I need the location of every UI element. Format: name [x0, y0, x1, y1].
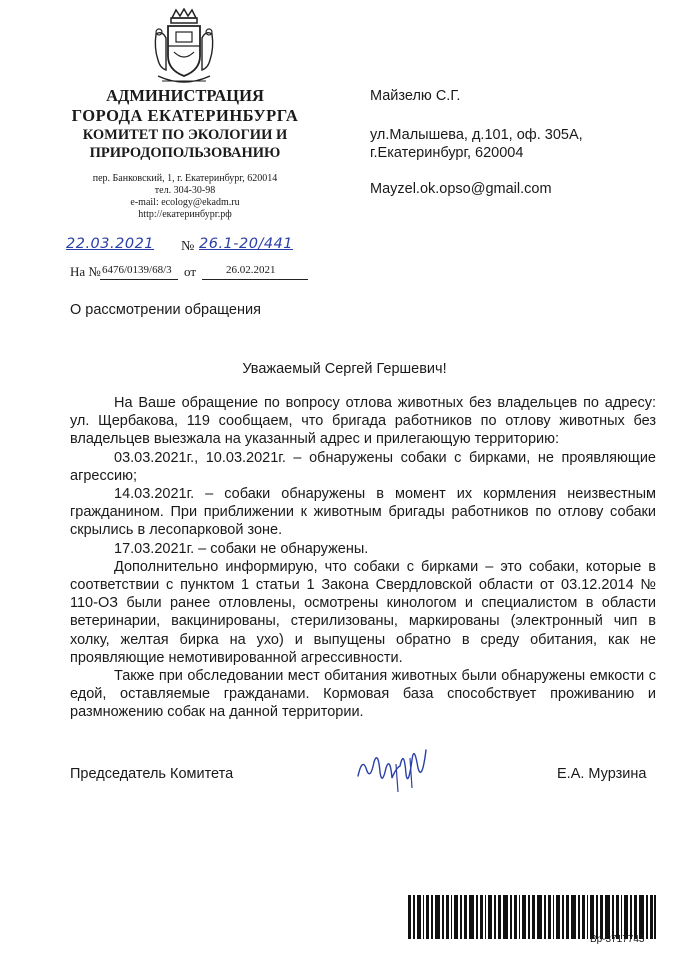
handwritten-signature [352, 738, 436, 794]
signatory-position: Председатель Комитета [70, 766, 234, 782]
in-reply-label: На № [70, 264, 101, 279]
registration-date: 22.03.2021 [66, 236, 155, 252]
letter-greeting: Уважаемый Сергей Гершевич! [242, 361, 447, 377]
sender-phone: тел. 304-30-98 [154, 185, 216, 196]
signatory-name: Е.А. Мурзина [557, 766, 647, 782]
in-reply-date: 26.02.2021 [226, 264, 276, 276]
committee-name-line1: КОМИТЕТ ПО ЭКОЛОГИИ И [82, 127, 288, 143]
in-reply-number-underline [100, 279, 178, 280]
recipient-street: ул.Малышева, д.101, оф. 305А, [370, 127, 583, 143]
committee-name-line2: ПРИРОДОПОЛЬЗОВАНИЮ [89, 145, 281, 161]
body-paragraph: На Ваше обращение по вопросу отлова животных без владельцев по адресу: ул. Щербакова, 119 сообщаем, что бригада работников по отлову животных без владельцев выезжала на указанный адрес и прилегающую территорию: [70, 395, 656, 448]
in-reply-number: 6476/0139/68/3 [102, 264, 172, 276]
in-reply-date-underline [202, 279, 308, 280]
in-reply-from-label: от [184, 264, 197, 279]
letter-body [70, 394, 656, 722]
recipient-name: Майзелю С.Г. [370, 88, 461, 104]
city-coat-of-arms-emblem [152, 8, 216, 86]
barcode-id: Вр-3717743 [590, 934, 645, 945]
sender-address: пер. Банковский, 1, г. Екатеринбург, 620014 [92, 173, 278, 184]
sender-website: http://екатеринбург.рф [138, 209, 232, 220]
sender-email: e-mail: ecology@ekadm.ru [130, 197, 240, 208]
body-paragraph: 14.03.2021г. – собаки обнаружены в момент их кормления неизвестным гражданином. При приближении к животным бригады работников по отлову собаки скрылись в лесопарковой зоне. [70, 486, 656, 539]
body-paragraph: 17.03.2021г. – собаки не обнаружены. [114, 540, 369, 557]
org-name-line2: ГОРОДА ЕКАТЕРИНБУРГА [71, 106, 299, 125]
registration-number: 26.1-20/441 [199, 236, 294, 252]
document-barcode [408, 895, 656, 939]
registration-number-sign: № [181, 239, 195, 254]
letter-subject: О рассмотрении обращения [70, 302, 261, 318]
recipient-city: г.Екатеринбург, 620004 [370, 145, 524, 161]
body-paragraph: Также при обследовании мест обитания животных были обнаружены емкости с едой, оставляемые гражданами. Кормовая база способствует проживанию и размножению собак на данной территории. [70, 668, 656, 721]
org-name-line1: АДМИНИСТРАЦИЯ [106, 86, 264, 105]
body-paragraph: Дополнительно информирую, что собаки с бирками – это собаки, которые в соответствии с пунктом 1 статьи 1 Закона Свердловской области от 03.12.2014 № 110-ОЗ были ранее отловлены, осмотрены кинологом и специалистом в области ветеринарии, вакцинированы, стерилизованы, маркированы (электронный чип в холку, желтая бирка на ухо) и выпущены обратно в среду обитания, как не проявляющие немотивированной агрессивности. [70, 558, 656, 666]
body-paragraph: 03.03.2021г., 10.03.2021г. – обнаружены собаки с бирками, не проявляющие агрессию; [70, 449, 656, 484]
recipient-email: Mayzel.ok.opso@gmail.com [370, 181, 552, 197]
